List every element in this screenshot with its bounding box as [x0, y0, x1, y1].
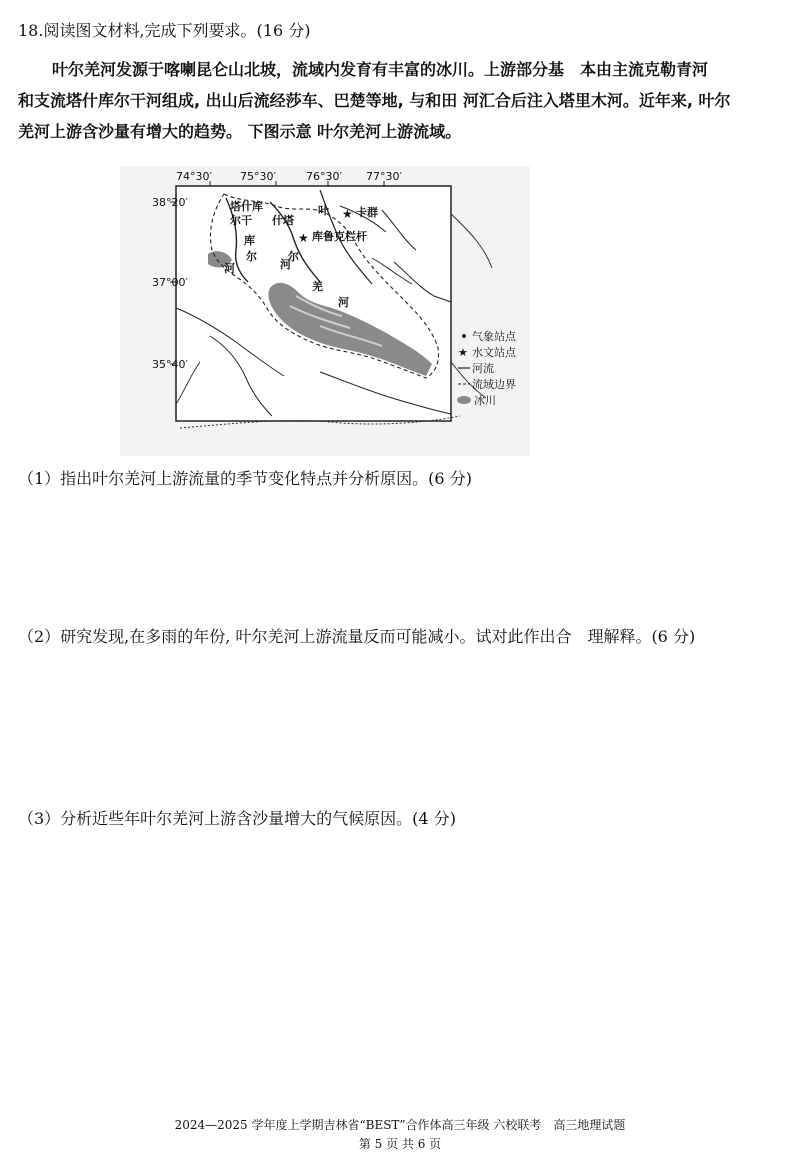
yarkand-basin-map	[120, 166, 530, 456]
legend-glacier-label: 冰川	[474, 394, 496, 407]
place-label: 尔	[288, 250, 299, 263]
material-line-3: 羌河上游含沙量有增大的趋势。 下图示意 叶尔羌河上游流域。	[18, 122, 462, 141]
kuluke-station-star: ★	[298, 231, 309, 245]
legend-glacier-swatch	[457, 396, 471, 404]
lat-label: 35°40′	[152, 358, 188, 371]
legend-hydro-label: 水文站点	[472, 346, 516, 359]
footer-page-number: 第 5 页 共 6 页	[358, 1137, 442, 1151]
place-label: 尔	[246, 250, 257, 263]
legend-boundary-label: 流域边界	[472, 378, 516, 391]
material-paragraph	[18, 54, 782, 147]
sub-question-3: （3）分析近些年叶尔羌河上游含沙量增大的气候原因。(4 分)	[18, 809, 456, 828]
sub-question-1: （1）指出叶尔羌河上游流量的季节变化特点并分析原因。(6 分)	[18, 469, 472, 488]
place-label: 库	[244, 234, 255, 247]
place-label: 卡群	[356, 206, 378, 219]
place-label: 羌	[312, 280, 323, 293]
place-label: 河	[338, 296, 349, 309]
place-label: 塔什库	[230, 200, 263, 213]
legend-weather-label: 气象站点	[472, 330, 516, 343]
place-label: 什塔	[272, 214, 294, 227]
legend-river-label: 河流	[472, 362, 494, 375]
lon-label: 74°30′	[176, 170, 212, 183]
lat-label: 37°00′	[152, 276, 188, 289]
lon-label: 77°30′	[366, 170, 402, 183]
footer-exam-title: 2024—2025 学年度上学期吉林省“BEST”合作体高三年级 六校联考 高三地理试题	[174, 1118, 626, 1132]
sub-question-2: （2）研究发现,在多雨的年份, 叶尔羌河上游流量反而可能减小。试对此作出合 理解释。(6 分)	[18, 627, 696, 646]
lon-label: 75°30′	[240, 170, 276, 183]
map-figure	[120, 166, 530, 456]
question-header: 18.阅读图文材料,完成下列要求。(16 分)	[18, 21, 311, 40]
lat-label: 38°20′	[152, 196, 188, 209]
kaqun-station-star: ★	[342, 207, 353, 221]
legend-hydro-star: ★	[458, 346, 468, 359]
legend-weather-dot	[462, 334, 466, 338]
place-label: 河	[280, 258, 291, 271]
place-label: 叶	[318, 204, 329, 217]
place-label: 尔干	[230, 214, 252, 227]
place-label: 库鲁克栏杆	[312, 230, 367, 243]
lon-label: 76°30′	[306, 170, 342, 183]
place-label: 河	[224, 262, 235, 275]
material-line-1: 叶尔羌河发源于喀喇昆仑山北坡，流域内发育有丰富的冰川。上游部分基 本由主流克勒青河	[52, 60, 709, 79]
river-outside-east	[451, 214, 492, 268]
material-line-2: 和支流塔什库尔干河组成, 出山后流经莎车、巴楚等地, 与和田 河汇合后注入塔里木河。近年来, 叶尔	[18, 91, 731, 110]
